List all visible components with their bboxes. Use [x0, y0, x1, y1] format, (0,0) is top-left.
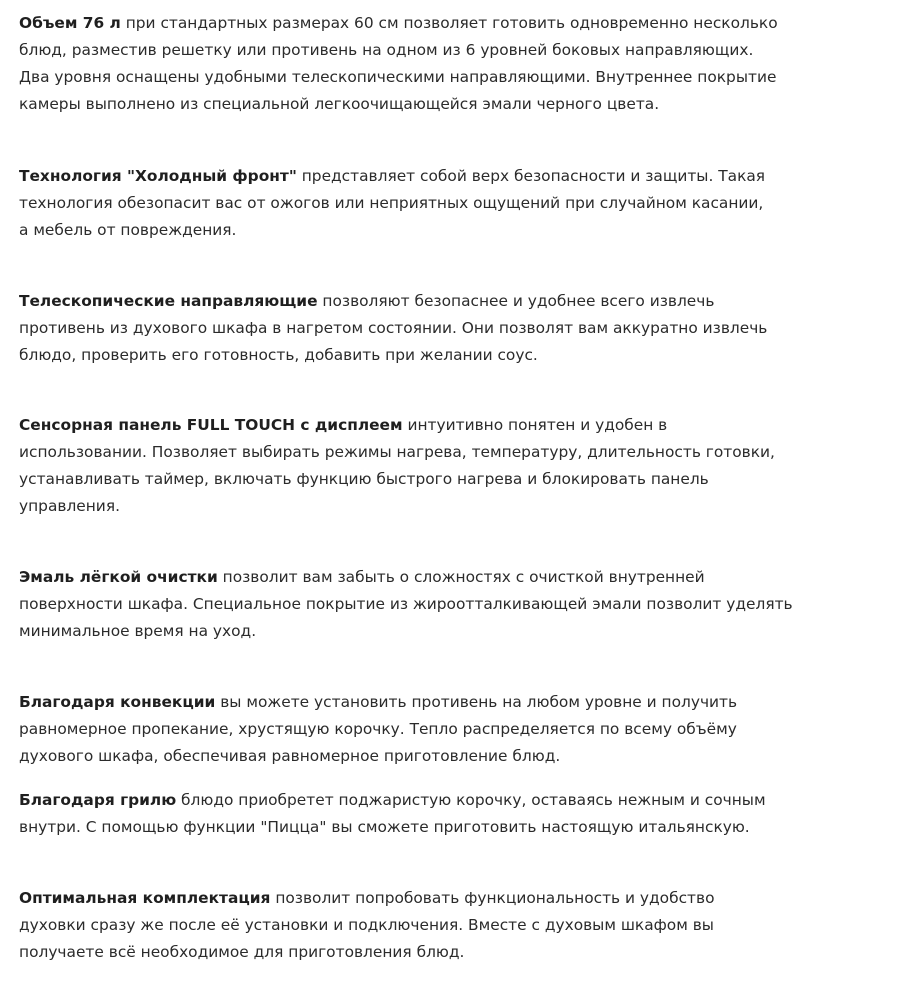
feature-text: минимальное время на уход. — [19, 622, 257, 640]
feature-grill — [19, 787, 889, 841]
feature-text: духовки сразу же после её установки и подключения. Вместе с духовым шкафом вы — [19, 916, 714, 934]
feature-lead: Эмаль лёгкой очистки — [19, 568, 218, 586]
feature-text: камеры выполнено из специальной легкоочищающейся эмали черного цвета. — [19, 95, 660, 113]
feature-text: блюдо приобретет поджаристую корочку, оставаясь нежным и сочным — [176, 791, 766, 809]
feature-package — [19, 885, 889, 966]
feature-text: Два уровня оснащены удобными телескопическими направляющими. Внутреннее покрытие — [19, 68, 777, 86]
feature-text: равномерное пропекание, хрустящую корочку. Тепло распределяется по всему объёму — [19, 720, 737, 738]
feature-convection — [19, 689, 889, 770]
feature-text: духового шкафа, обеспечивая равномерное приготовление блюд. — [19, 747, 561, 765]
feature-volume — [19, 10, 889, 118]
feature-text: управления. — [19, 497, 120, 515]
feature-text: вы можете установить противень на любом уровне и получить — [215, 693, 738, 711]
feature-lead: Благодаря грилю — [19, 791, 177, 809]
feature-text: блюд, разместив решетку или противень на одном из 6 уровней боковых направляющих. — [19, 41, 754, 59]
feature-lead: Объем 76 л — [19, 14, 121, 32]
feature-text: устанавливать таймер, включать функцию быстрого нагрева и блокировать панель — [19, 470, 709, 488]
feature-text: поверхности шкафа. Специальное покрытие из жироотталкивающей эмали позволит уделять — [19, 595, 793, 613]
feature-touch-panel — [19, 412, 889, 520]
feature-text: позволит вам забыть о сложностях с очисткой внутренней — [217, 568, 705, 586]
feature-text: противень из духового шкафа в нагретом состоянии. Они позволят вам аккуратно извлечь — [19, 319, 768, 337]
feature-text: получаете всё необходимое для приготовления блюд. — [19, 943, 465, 961]
feature-lead: Телескопические направляющие — [19, 292, 318, 310]
feature-text: технология обезопасит вас от ожогов или неприятных ощущений при случайном касании, — [19, 194, 764, 212]
feature-lead: Благодаря конвекции — [19, 693, 216, 711]
feature-text: позволит попробовать функциональность и удобство — [270, 889, 715, 907]
feature-lead: Сенсорная панель FULL TOUCH с дисплеем — [19, 416, 403, 434]
feature-text: а мебель от повреждения. — [19, 221, 237, 239]
feature-text: представляет собой верх безопасности и защиты. Такая — [296, 167, 766, 185]
feature-text: при стандартных размерах 60 см позволяет готовить одновременно несколько — [120, 14, 778, 32]
feature-lead: Оптимальная комплектация — [19, 889, 271, 907]
feature-text: блюдо, проверить его готовность, добавить при желании соус. — [19, 346, 538, 364]
feature-text: использовании. Позволяет выбирать режимы нагрева, температуру, длительность готовки, — [19, 443, 775, 461]
feature-lead: Технология "Холодный фронт" — [19, 167, 297, 185]
feature-text: интуитивно понятен и удобен в — [402, 416, 668, 434]
feature-text: позволяют безопаснее и удобнее всего извлечь — [317, 292, 715, 310]
feature-cold-front — [19, 163, 889, 244]
feature-text: внутри. С помощью функции "Пицца" вы сможете приготовить настоящую итальянскую. — [19, 818, 750, 836]
feature-telescopic-rails — [19, 288, 889, 369]
feature-easy-clean-enamel — [19, 564, 889, 645]
